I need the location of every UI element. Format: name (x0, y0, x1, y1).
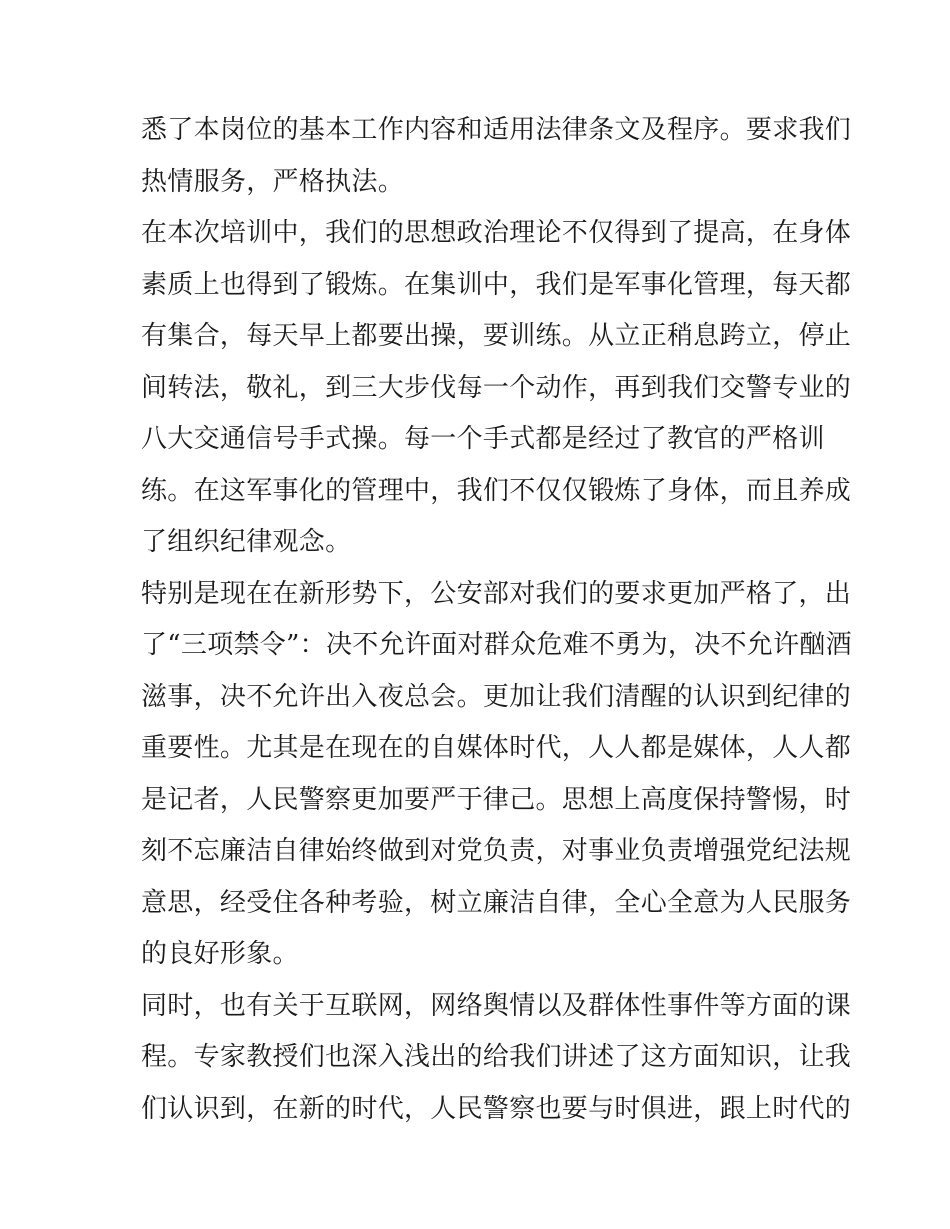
text-line: 有集合，每天早上都要出操，要训练。从立正稍息跨立，停止 (141, 321, 852, 351)
text-line: 八大交通信号手式操。每一个手式都是经过了教官的严格训 (141, 424, 825, 454)
text-line: 热情服务，严格执法。 (141, 166, 405, 197)
body-text (141, 105, 852, 1135)
text-line: 了“三项禁令”：决不允许面对群众危难不勇为，决不允许酗酒 (141, 630, 852, 660)
text-line: 悉了本岗位的基本工作内容和适用法律条文及程序。要求我们 (141, 115, 852, 145)
text-line: 刻不忘廉洁自律始终做到对党负责，对事业负责增强党纪法规 (141, 836, 852, 866)
text-line: 间转法，敬礼，到三大步伐每一个动作，再到我们交警专业的 (141, 372, 852, 403)
text-line: 素质上也得到了锻炼。在集训中，我们是军事化管理，每天都 (141, 269, 852, 300)
text-line: 程。专家教授们也深入浅出的给我们讲述了这方面知识，让我 (141, 1042, 852, 1072)
text-line: 意思，经受住各种考验，树立廉洁自律，全心全意为人民服务 (141, 887, 852, 918)
text-line: 重要性。尤其是在现在的自媒体时代，人人都是媒体，人人都 (141, 733, 852, 763)
text-line: 了组织纪律观念。 (141, 527, 352, 557)
text-line: 们认识到，在新的时代，人民警察也要与时俱进，跟上时代的 (141, 1093, 852, 1124)
text-line: 同时，也有关于互联网，网络舆情以及群体性事件等方面的课 (141, 990, 852, 1021)
text-line: 滋事，决不允许出入夜总会。更加让我们清醒的认识到纪律的 (141, 681, 852, 712)
text-line: 是记者，人民警察更加要严于律己。思想上高度保持警惕，时 (141, 784, 852, 815)
text-line: 的良好形象。 (141, 939, 299, 969)
text-line: 在本次培训中，我们的思想政治理论不仅得到了提高，在身体 (141, 218, 852, 248)
text-line: 特别是现在在新形势下，公安部对我们的要求更加严格了，出 (141, 578, 852, 609)
text-line: 练。在这军事化的管理中，我们不仅仅锻炼了身体，而且养成 (141, 475, 852, 506)
